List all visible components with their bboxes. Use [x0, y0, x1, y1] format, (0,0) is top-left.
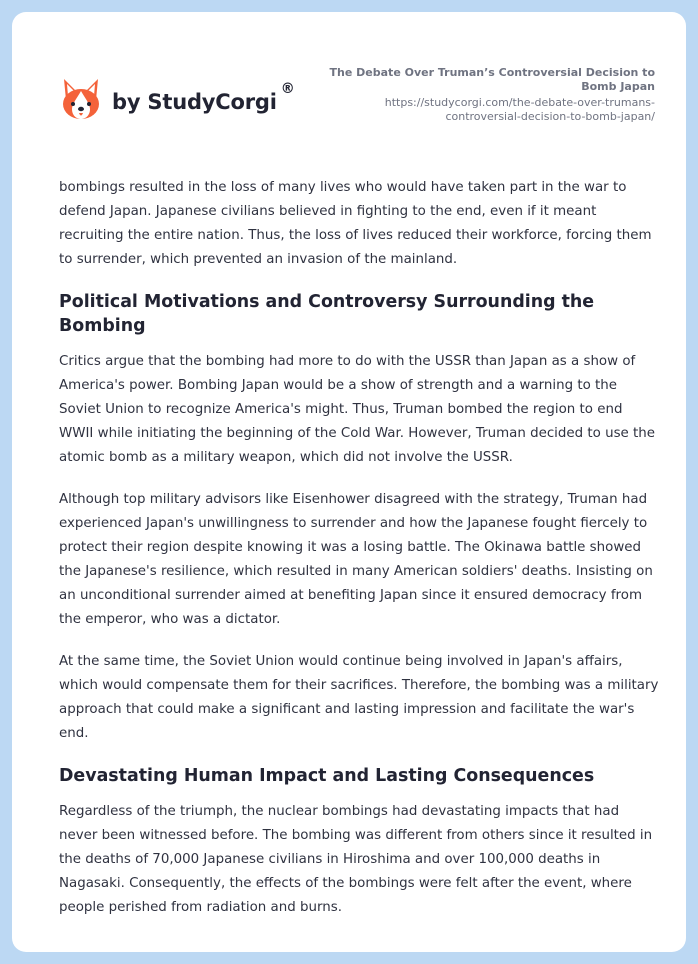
- studycorgi-logo[interactable]: [60, 76, 295, 122]
- corgi-icon: [60, 76, 102, 122]
- registered-mark: ®: [280, 81, 295, 97]
- article-content: [59, 176, 659, 938]
- document-meta: [325, 66, 655, 124]
- document-title: The Debate Over Truman’s Controversial Decision to Bomb Japan: [329, 66, 655, 93]
- paragraph: At the same time, the Soviet Union would continue being involved in Japan's affairs, which would compensate them for their sacrifices. Therefore, the bombing was a military approach that could make a significant and lasting impression and facilitate the war's end.: [59, 654, 659, 741]
- section-heading-political: Political Motivations and Controversy Surrounding the Bombing: [59, 292, 595, 336]
- document-page: [12, 12, 686, 952]
- document-url[interactable]: https://studycorgi.com/the-debate-over-trumans-controversial-decision-to-bomb-japan/: [384, 96, 655, 123]
- logo-text: by StudyCorgi: [112, 90, 277, 114]
- paragraph: Critics argue that the bombing had more to do with the USSR than Japan as a show of America's power. Bombing Japan would be a show of strength and a warning to the Soviet Union to recognize America's might. Thus, Truman bombed the region to end WWII while initiating the beginning of the Cold War. However, Truman decided to use the atomic bomb as a military weapon, which did not involve the USSR.: [59, 354, 656, 465]
- section-heading-impact: Devastating Human Impact and Lasting Consequences: [59, 766, 595, 786]
- paragraph: Regardless of the triumph, the nuclear bombings had devastating impacts that had never been witnessed before. The bombing was different from others since it resulted in the deaths of 70,000 Japanese civilians in Hiroshima and over 100,000 deaths in Nagasaki. Consequently, the effects of the bombings were felt after the event, where people perished from radiation and burns.: [59, 804, 653, 915]
- intro-paragraph: bombings resulted in the loss of many lives who would have taken part in the war to defend Japan. Japanese civilians believed in fighting to the end, even if it meant recruiting the entire nation. Thus, the loss of lives reduced their workforce, forcing them to surrender, which prevented an invasion of the mainland.: [59, 180, 652, 267]
- paragraph: Although top military advisors like Eisenhower disagreed with the strategy, Truman had experienced Japan's unwillingness to surrender and how the Japanese fought fiercely to protect their region despite knowing it was a losing battle. The Okinawa battle showed the Japanese's resilience, which resulted in many American soldiers' deaths. Insisting on an unconditional surrender aimed at benefiting Japan since it ensured democracy from the emperor, who was a dictator.: [59, 492, 653, 627]
